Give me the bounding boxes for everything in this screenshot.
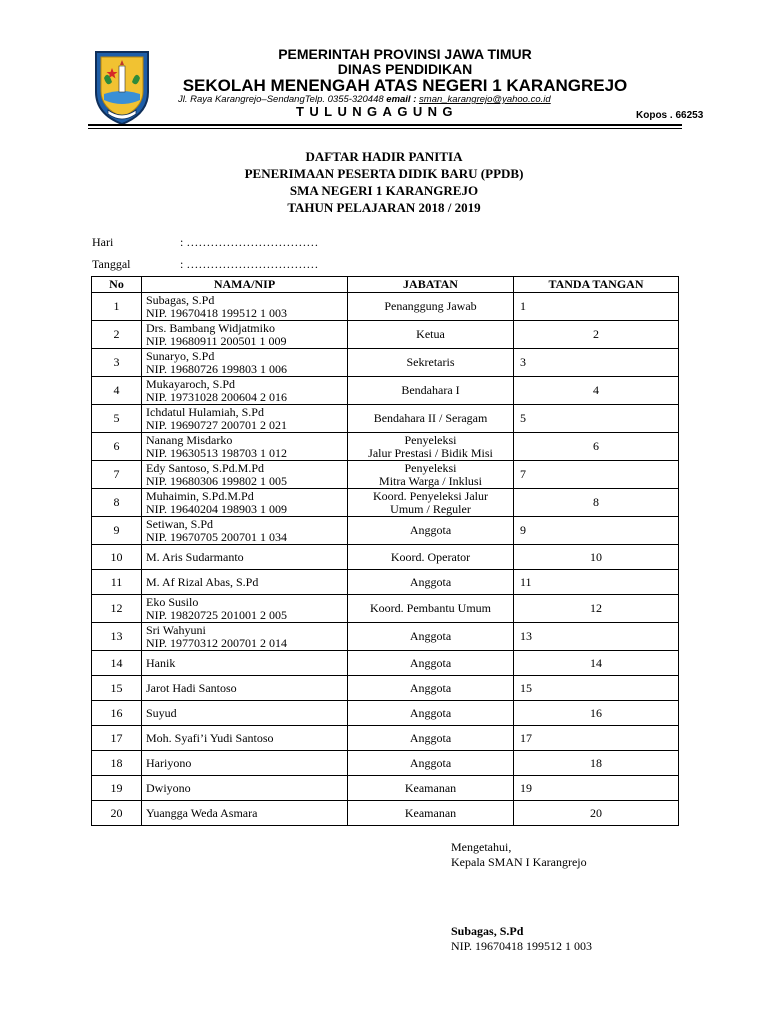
member-name: Muhaimin, S.Pd.M.Pd	[146, 489, 254, 503]
row-number: 9	[92, 517, 142, 545]
table-row	[92, 293, 679, 321]
signature-cell: 4	[514, 377, 679, 405]
member-nip: NIP. 19820725 201001 2 005	[146, 607, 288, 622]
table-row	[92, 651, 679, 676]
position-cell	[348, 293, 514, 321]
table-row	[92, 801, 679, 826]
table-row	[92, 489, 679, 517]
table-row	[92, 433, 679, 461]
attendance-table-body	[92, 293, 679, 826]
table-row	[92, 726, 679, 751]
member-name: Eko Susilo	[146, 595, 199, 609]
name-cell	[142, 545, 348, 570]
member-name: Yuangga Weda Asmara	[146, 805, 258, 820]
name-cell	[142, 405, 348, 433]
member-position-line2: Mitra Warga / Inklusi	[379, 473, 482, 488]
row-number: 11	[92, 570, 142, 595]
name-cell	[142, 570, 348, 595]
signature-cell: 2	[514, 321, 679, 349]
member-position-line2: Jalur Prestasi / Bidik Misi	[368, 445, 493, 460]
name-cell	[142, 489, 348, 517]
header-signature: TANDA TANGAN	[514, 277, 679, 293]
signature-cell: 5	[514, 405, 679, 433]
member-name: M. Af Rizal Abas, S.Pd	[146, 574, 259, 589]
signature-cell: 19	[514, 776, 679, 801]
principal-name: Subagas, S.Pd	[451, 924, 524, 938]
member-position: Sekretaris	[406, 355, 455, 370]
row-number: 7	[92, 461, 142, 489]
name-cell	[142, 801, 348, 826]
member-position: Anggota	[409, 629, 452, 644]
position-cell	[348, 545, 514, 570]
position-cell	[348, 489, 514, 517]
position-cell	[348, 349, 514, 377]
table-row	[92, 751, 679, 776]
table-row	[92, 461, 679, 489]
principal-nip: NIP. 19670418 199512 1 003	[451, 939, 593, 953]
member-nip: NIP. 19690727 200701 2 021	[146, 417, 288, 432]
row-number: 20	[92, 801, 142, 826]
member-position: Anggota	[409, 574, 452, 589]
signature-cell: 20	[514, 801, 679, 826]
position-cell	[348, 461, 514, 489]
row-number: 17	[92, 726, 142, 751]
name-cell	[142, 701, 348, 726]
member-name: Ichdatul Hulamiah, S.Pd	[146, 405, 264, 419]
signature-cell: 16	[514, 701, 679, 726]
table-row	[92, 545, 679, 570]
member-name: Sunaryo, S.Pd	[146, 349, 215, 363]
member-nip: NIP. 19680306 199802 1 005	[146, 473, 288, 488]
row-number: 3	[92, 349, 142, 377]
name-cell	[142, 751, 348, 776]
table-row	[92, 349, 679, 377]
doc-title-line2: PENERIMAAN PESERTA DIDIK BARU (PPDB)	[244, 166, 524, 181]
name-cell	[142, 776, 348, 801]
row-number: 10	[92, 545, 142, 570]
position-cell	[348, 676, 514, 701]
table-header-row	[92, 277, 679, 293]
letterhead-rule	[88, 124, 682, 126]
member-name: Edy Santoso, S.Pd.M.Pd	[146, 461, 265, 475]
position-cell	[348, 433, 514, 461]
day-label: Hari	[92, 235, 114, 249]
member-nip: NIP. 19670418 199512 1 003	[146, 305, 288, 320]
row-number: 8	[92, 489, 142, 517]
member-nip: NIP. 19630513 198703 1 012	[146, 445, 288, 460]
principal-title: Kepala SMAN I Karangrejo	[451, 855, 587, 869]
signature-cell: 17	[514, 726, 679, 751]
attendance-table	[91, 276, 679, 826]
letterhead-address: Jl. Raya Karangrejo–SendangTelp. 0355-320448	[178, 94, 384, 105]
member-name: Moh. Syafi’i Yudi Santoso	[146, 730, 274, 745]
signature-cell: 14	[514, 651, 679, 676]
signature-cell: 10	[514, 545, 679, 570]
signature-cell: 3	[514, 349, 679, 377]
table-row	[92, 595, 679, 623]
signature-cell: 11	[514, 570, 679, 595]
member-name: Dwiyono	[146, 780, 191, 795]
signature-cell: 8	[514, 489, 679, 517]
row-number: 4	[92, 377, 142, 405]
member-position: Penanggung Jawab	[384, 299, 477, 314]
member-position: Anggota	[409, 655, 452, 670]
member-position: Anggota	[409, 705, 452, 720]
table-row	[92, 377, 679, 405]
member-nip: NIP. 19770312 200701 2 014	[146, 635, 288, 650]
signature-cell: 1	[514, 293, 679, 321]
table-row	[92, 517, 679, 545]
member-position: Bendahara I	[401, 383, 460, 398]
letterhead-email-label: email :	[386, 94, 417, 105]
name-cell	[142, 726, 348, 751]
position-cell	[348, 801, 514, 826]
name-cell	[142, 433, 348, 461]
name-cell	[142, 349, 348, 377]
name-cell	[142, 461, 348, 489]
member-position: Penyeleksi	[404, 433, 457, 447]
letterhead-school: SEKOLAH MENENGAH ATAS NEGERI 1 KARANGREJO	[182, 76, 628, 95]
row-number: 12	[92, 595, 142, 623]
member-name: Jarot Hadi Santoso	[146, 680, 237, 695]
name-cell	[142, 321, 348, 349]
signature-cell: 6	[514, 433, 679, 461]
acknowledged-label: Mengetahui,	[451, 840, 512, 854]
date-value: : ……………………………	[180, 257, 319, 271]
position-cell	[348, 570, 514, 595]
row-number: 1	[92, 293, 142, 321]
member-name: Hanik	[146, 655, 176, 670]
east-java-emblem-icon	[90, 48, 154, 126]
name-cell	[142, 377, 348, 405]
name-cell	[142, 595, 348, 623]
member-position: Koord. Penyeleksi Jalur	[373, 489, 488, 503]
position-cell	[348, 377, 514, 405]
position-cell	[348, 701, 514, 726]
member-nip: NIP. 19680726 199803 1 006	[146, 361, 288, 376]
letterhead-government: PEMERINTAH PROVINSI JAWA TIMUR	[278, 46, 532, 62]
table-row	[92, 676, 679, 701]
doc-title-line4: TAHUN PELAJARAN 2018 / 2019	[287, 200, 481, 215]
name-cell	[142, 517, 348, 545]
member-name: Hariyono	[146, 755, 192, 770]
member-nip: NIP. 19640204 198903 1 009	[146, 501, 288, 516]
member-position-line2: Umum / Reguler	[390, 501, 471, 516]
table-row	[92, 776, 679, 801]
name-cell	[142, 676, 348, 701]
position-cell	[348, 651, 514, 676]
member-position: Keamanan	[404, 805, 457, 820]
table-row	[92, 321, 679, 349]
member-position: Anggota	[409, 730, 452, 745]
row-number: 15	[92, 676, 142, 701]
position-cell	[348, 517, 514, 545]
header-position: JABATAN	[348, 277, 514, 293]
header-no: No	[92, 277, 142, 293]
table-row	[92, 405, 679, 433]
table-row	[92, 623, 679, 651]
member-name: Setiwan, S.Pd	[146, 517, 214, 531]
date-label: Tanggal	[92, 257, 131, 271]
signature-cell: 9	[514, 517, 679, 545]
row-number: 13	[92, 623, 142, 651]
letterhead-department: DINAS PENDIDIKAN	[337, 61, 473, 77]
position-cell	[348, 595, 514, 623]
position-cell	[348, 726, 514, 751]
member-position: Anggota	[409, 755, 452, 770]
doc-title-line1: DAFTAR HADIR PANITIA	[305, 149, 463, 164]
header-name-nip: NAMA/NIP	[142, 277, 348, 293]
member-nip: NIP. 19731028 200604 2 016	[146, 389, 288, 404]
member-nip: NIP. 19680911 200501 1 009	[146, 333, 287, 348]
member-position: Anggota	[409, 523, 452, 538]
name-cell	[142, 651, 348, 676]
member-name: Nanang Misdarko	[146, 433, 233, 447]
member-position: Ketua	[416, 327, 445, 342]
member-position: Koord. Pembantu Umum	[370, 601, 491, 616]
member-nip: NIP. 19670705 200701 1 034	[146, 529, 288, 544]
signature-cell: 7	[514, 461, 679, 489]
day-value: : ……………………………	[180, 235, 319, 249]
member-name: Subagas, S.Pd	[146, 293, 215, 307]
row-number: 6	[92, 433, 142, 461]
member-position: Penyeleksi	[404, 461, 457, 475]
member-name: M. Aris Sudarmanto	[146, 549, 244, 564]
position-cell	[348, 751, 514, 776]
letterhead-postal-code: Kopos . 66253	[636, 110, 704, 121]
member-position: Koord. Operator	[390, 549, 471, 564]
member-name: Suyud	[146, 705, 177, 720]
row-number: 5	[92, 405, 142, 433]
row-number: 2	[92, 321, 142, 349]
name-cell	[142, 293, 348, 321]
table-row	[92, 570, 679, 595]
letterhead-email[interactable]: sman_karangrejo@yahoo.co.id	[419, 94, 551, 105]
row-number: 19	[92, 776, 142, 801]
signature-cell: 12	[514, 595, 679, 623]
row-number: 16	[92, 701, 142, 726]
name-cell	[142, 623, 348, 651]
row-number: 18	[92, 751, 142, 776]
doc-title-line3: SMA NEGERI 1 KARANGREJO	[289, 183, 479, 198]
position-cell	[348, 623, 514, 651]
position-cell	[348, 321, 514, 349]
signature-cell: 13	[514, 623, 679, 651]
signature-cell: 18	[514, 751, 679, 776]
position-cell	[348, 776, 514, 801]
row-number: 14	[92, 651, 142, 676]
signature-cell: 15	[514, 676, 679, 701]
member-name: Sri Wahyuni	[146, 623, 206, 637]
member-position: Keamanan	[404, 780, 457, 795]
position-cell	[348, 405, 514, 433]
member-position: Anggota	[409, 680, 452, 695]
member-position: Bendahara II / Seragam	[373, 411, 488, 426]
table-row	[92, 701, 679, 726]
letterhead-rule-thin	[88, 128, 682, 129]
member-name: Mukayaroch, S.Pd	[146, 377, 235, 391]
letterhead-city: TULUNGAGUNG	[296, 104, 458, 119]
member-name: Drs. Bambang Widjatmiko	[146, 321, 275, 335]
